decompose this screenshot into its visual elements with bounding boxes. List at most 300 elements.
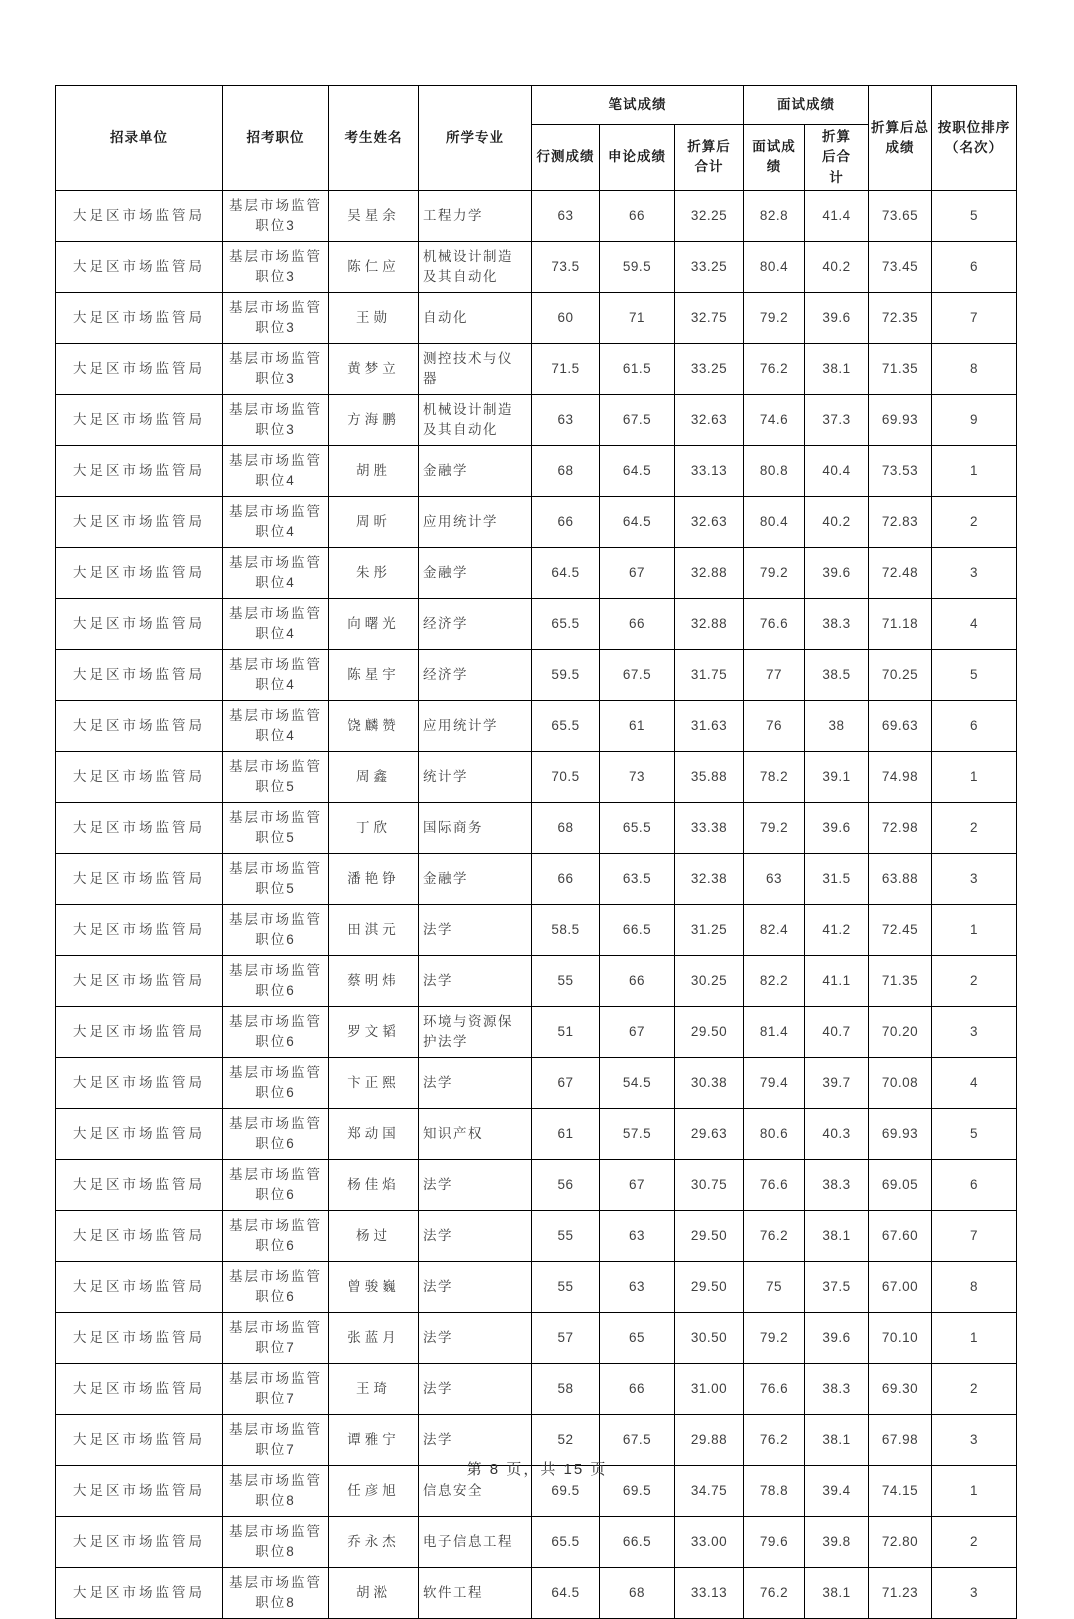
position-cell: 基层市场监管职位6 (223, 1108, 329, 1159)
written-converted-cell: 33.00 (675, 1516, 744, 1567)
interview-converted-cell: 38.3 (805, 1159, 869, 1210)
position-cell: 基层市场监管职位8 (223, 1465, 329, 1516)
written-converted-cell: 30.38 (675, 1057, 744, 1108)
xingce-score-cell: 64.5 (532, 1567, 600, 1618)
interview-score-cell: 76.2 (744, 1414, 805, 1465)
xingce-score-cell: 56 (532, 1159, 600, 1210)
shenlun-score-cell: 61 (600, 700, 675, 751)
major-cell: 环境与资源保护法学 (419, 1006, 532, 1057)
total-score-cell: 74.98 (869, 751, 932, 802)
total-score-cell: 67.60 (869, 1210, 932, 1261)
total-score-cell: 72.83 (869, 496, 932, 547)
position-cell: 基层市场监管职位6 (223, 955, 329, 1006)
rank-cell: 3 (932, 1414, 1017, 1465)
name-cell: 张蓝月 (329, 1312, 419, 1363)
shenlun-score-cell: 63 (600, 1261, 675, 1312)
shenlun-score-cell: 68 (600, 1567, 675, 1618)
name-cell: 蔡明炜 (329, 955, 419, 1006)
table-row (56, 598, 1017, 649)
total-score-cell: 63.88 (869, 853, 932, 904)
total-score-cell: 70.08 (869, 1057, 932, 1108)
name-cell: 胡胜 (329, 445, 419, 496)
written-converted-cell: 29.63 (675, 1108, 744, 1159)
xingce-score-cell: 66 (532, 853, 600, 904)
major-cell: 法学 (419, 904, 532, 955)
interview-score-cell: 80.6 (744, 1108, 805, 1159)
name-cell: 田淇元 (329, 904, 419, 955)
rank-cell: 1 (932, 445, 1017, 496)
interview-score-cell: 79.2 (744, 292, 805, 343)
table-row (56, 1567, 1017, 1618)
rank-cell: 6 (932, 241, 1017, 292)
interview-score-cell: 81.4 (744, 1006, 805, 1057)
interview-score-cell: 78.8 (744, 1465, 805, 1516)
xingce-score-cell: 60 (532, 292, 600, 343)
name-cell: 谭雅宁 (329, 1414, 419, 1465)
table-row (56, 1159, 1017, 1210)
interview-score-cell: 74.6 (744, 394, 805, 445)
written-converted-cell: 31.00 (675, 1363, 744, 1414)
table-row (56, 1210, 1017, 1261)
shenlun-score-cell: 67 (600, 1006, 675, 1057)
total-score-cell: 73.65 (869, 190, 932, 241)
rank-cell: 2 (932, 496, 1017, 547)
interview-score-cell: 76.6 (744, 1159, 805, 1210)
xingce-score-cell: 66 (532, 496, 600, 547)
table-header (56, 86, 1017, 191)
table-row (56, 343, 1017, 394)
xingce-score-cell: 73.5 (532, 241, 600, 292)
rank-cell: 5 (932, 1108, 1017, 1159)
written-converted-cell: 30.50 (675, 1312, 744, 1363)
table-row (56, 190, 1017, 241)
table-row (56, 1516, 1017, 1567)
unit-cell: 大足区市场监管局 (56, 547, 223, 598)
xingce-score-cell: 59.5 (532, 649, 600, 700)
interview-converted-cell: 31.5 (805, 853, 869, 904)
name-cell: 王勋 (329, 292, 419, 343)
major-cell: 法学 (419, 955, 532, 1006)
col-header-interview-converted: 折算后合计 (805, 125, 869, 191)
rank-cell: 5 (932, 190, 1017, 241)
major-cell: 工程力学 (419, 190, 532, 241)
shenlun-score-cell: 66.5 (600, 904, 675, 955)
interview-score-cell: 80.4 (744, 241, 805, 292)
position-cell: 基层市场监管职位4 (223, 496, 329, 547)
position-cell: 基层市场监管职位3 (223, 292, 329, 343)
interview-converted-cell: 39.7 (805, 1057, 869, 1108)
col-group-written-score: 笔试成绩 (532, 86, 744, 125)
position-cell: 基层市场监管职位4 (223, 445, 329, 496)
unit-cell: 大足区市场监管局 (56, 649, 223, 700)
xingce-score-cell: 69.5 (532, 1465, 600, 1516)
name-cell: 方海鹏 (329, 394, 419, 445)
name-cell: 王琦 (329, 1363, 419, 1414)
major-cell: 金融学 (419, 853, 532, 904)
position-cell: 基层市场监管职位6 (223, 1006, 329, 1057)
written-converted-cell: 29.88 (675, 1414, 744, 1465)
interview-score-cell: 82.2 (744, 955, 805, 1006)
total-score-cell: 72.35 (869, 292, 932, 343)
rank-cell: 2 (932, 1516, 1017, 1567)
rank-cell: 1 (932, 1465, 1017, 1516)
name-cell: 陈仁应 (329, 241, 419, 292)
shenlun-score-cell: 63.5 (600, 853, 675, 904)
total-score-cell: 72.48 (869, 547, 932, 598)
total-score-cell: 70.20 (869, 1006, 932, 1057)
xingce-score-cell: 64.5 (532, 547, 600, 598)
interview-score-cell: 76.6 (744, 1363, 805, 1414)
interview-score-cell: 82.4 (744, 904, 805, 955)
position-cell: 基层市场监管职位7 (223, 1414, 329, 1465)
position-cell: 基层市场监管职位7 (223, 1363, 329, 1414)
table-row (56, 394, 1017, 445)
shenlun-score-cell: 57.5 (600, 1108, 675, 1159)
rank-cell: 1 (932, 904, 1017, 955)
table-row (56, 1108, 1017, 1159)
xingce-score-cell: 51 (532, 1006, 600, 1057)
major-cell: 软件工程 (419, 1567, 532, 1618)
xingce-score-cell: 68 (532, 445, 600, 496)
unit-cell: 大足区市场监管局 (56, 955, 223, 1006)
total-score-cell: 74.15 (869, 1465, 932, 1516)
unit-cell: 大足区市场监管局 (56, 598, 223, 649)
position-cell: 基层市场监管职位4 (223, 700, 329, 751)
interview-converted-cell: 39.4 (805, 1465, 869, 1516)
position-cell: 基层市场监管职位6 (223, 1057, 329, 1108)
unit-cell: 大足区市场监管局 (56, 802, 223, 853)
position-cell: 基层市场监管职位4 (223, 649, 329, 700)
name-cell: 黄梦立 (329, 343, 419, 394)
total-score-cell: 73.53 (869, 445, 932, 496)
table-row (56, 751, 1017, 802)
name-cell: 曾骏巍 (329, 1261, 419, 1312)
unit-cell: 大足区市场监管局 (56, 1159, 223, 1210)
total-score-cell: 69.05 (869, 1159, 932, 1210)
total-score-cell: 72.45 (869, 904, 932, 955)
table-row (56, 904, 1017, 955)
xingce-score-cell: 65.5 (532, 1516, 600, 1567)
rank-cell: 7 (932, 1210, 1017, 1261)
rank-cell: 2 (932, 1363, 1017, 1414)
unit-cell: 大足区市场监管局 (56, 1057, 223, 1108)
shenlun-score-cell: 65 (600, 1312, 675, 1363)
position-cell: 基层市场监管职位8 (223, 1516, 329, 1567)
interview-score-cell: 63 (744, 853, 805, 904)
col-group-interview-score: 面试成绩 (744, 86, 869, 125)
shenlun-score-cell: 66 (600, 190, 675, 241)
interview-converted-cell: 41.2 (805, 904, 869, 955)
interview-score-cell: 77 (744, 649, 805, 700)
table-row (56, 241, 1017, 292)
name-cell: 吴星余 (329, 190, 419, 241)
written-converted-cell: 33.38 (675, 802, 744, 853)
total-score-cell: 69.93 (869, 394, 932, 445)
interview-score-cell: 76.2 (744, 1567, 805, 1618)
unit-cell: 大足区市场监管局 (56, 241, 223, 292)
name-cell: 向曙光 (329, 598, 419, 649)
table-row (56, 649, 1017, 700)
shenlun-score-cell: 67.5 (600, 649, 675, 700)
shenlun-score-cell: 71 (600, 292, 675, 343)
shenlun-score-cell: 59.5 (600, 241, 675, 292)
position-cell: 基层市场监管职位5 (223, 802, 329, 853)
col-header-written-converted: 折算后合计 (675, 125, 744, 191)
name-cell: 丁欣 (329, 802, 419, 853)
position-cell: 基层市场监管职位4 (223, 598, 329, 649)
rank-cell: 3 (932, 1567, 1017, 1618)
major-cell: 法学 (419, 1057, 532, 1108)
name-cell: 饶麟赞 (329, 700, 419, 751)
table-body (56, 190, 1017, 1618)
name-cell: 任彦旭 (329, 1465, 419, 1516)
interview-score-cell: 79.4 (744, 1057, 805, 1108)
rank-cell: 3 (932, 853, 1017, 904)
name-cell: 潘艳铮 (329, 853, 419, 904)
position-cell: 基层市场监管职位6 (223, 1210, 329, 1261)
xingce-score-cell: 63 (532, 190, 600, 241)
table-row (56, 1057, 1017, 1108)
unit-cell: 大足区市场监管局 (56, 853, 223, 904)
major-cell: 统计学 (419, 751, 532, 802)
interview-converted-cell: 37.3 (805, 394, 869, 445)
unit-cell: 大足区市场监管局 (56, 292, 223, 343)
total-score-cell: 69.63 (869, 700, 932, 751)
interview-converted-cell: 38.3 (805, 1363, 869, 1414)
interview-converted-cell: 39.6 (805, 292, 869, 343)
major-cell: 机械设计制造及其自动化 (419, 394, 532, 445)
interview-score-cell: 80.8 (744, 445, 805, 496)
name-cell: 胡淞 (329, 1567, 419, 1618)
written-converted-cell: 29.50 (675, 1210, 744, 1261)
major-cell: 金融学 (419, 445, 532, 496)
interview-converted-cell: 37.5 (805, 1261, 869, 1312)
interview-score-cell: 79.6 (744, 1516, 805, 1567)
major-cell: 机械设计制造及其自动化 (419, 241, 532, 292)
interview-converted-cell: 38.1 (805, 1210, 869, 1261)
written-converted-cell: 35.88 (675, 751, 744, 802)
table-row (56, 1006, 1017, 1057)
written-converted-cell: 29.50 (675, 1261, 744, 1312)
shenlun-score-cell: 69.5 (600, 1465, 675, 1516)
major-cell: 经济学 (419, 649, 532, 700)
position-cell: 基层市场监管职位5 (223, 751, 329, 802)
shenlun-score-cell: 67.5 (600, 1414, 675, 1465)
table-row (56, 700, 1017, 751)
unit-cell: 大足区市场监管局 (56, 394, 223, 445)
written-converted-cell: 31.63 (675, 700, 744, 751)
col-header-xingce-score: 行测成绩 (532, 125, 600, 191)
shenlun-score-cell: 64.5 (600, 445, 675, 496)
written-converted-cell: 32.38 (675, 853, 744, 904)
major-cell: 法学 (419, 1159, 532, 1210)
interview-converted-cell: 39.6 (805, 802, 869, 853)
rank-cell: 2 (932, 955, 1017, 1006)
shenlun-score-cell: 54.5 (600, 1057, 675, 1108)
unit-cell: 大足区市场监管局 (56, 904, 223, 955)
col-header-unit: 招录单位 (56, 86, 223, 191)
major-cell: 法学 (419, 1261, 532, 1312)
major-cell: 经济学 (419, 598, 532, 649)
major-cell: 法学 (419, 1210, 532, 1261)
position-cell: 基层市场监管职位3 (223, 394, 329, 445)
interview-converted-cell: 40.2 (805, 241, 869, 292)
written-converted-cell: 33.25 (675, 241, 744, 292)
name-cell: 杨佳焰 (329, 1159, 419, 1210)
interview-score-cell: 78.2 (744, 751, 805, 802)
xingce-score-cell: 55 (532, 955, 600, 1006)
interview-converted-cell: 38.1 (805, 343, 869, 394)
rank-cell: 3 (932, 1006, 1017, 1057)
unit-cell: 大足区市场监管局 (56, 1108, 223, 1159)
table-row (56, 955, 1017, 1006)
position-cell: 基层市场监管职位6 (223, 1159, 329, 1210)
written-converted-cell: 32.88 (675, 598, 744, 649)
interview-converted-cell: 39.6 (805, 547, 869, 598)
total-score-cell: 72.98 (869, 802, 932, 853)
total-score-cell: 67.98 (869, 1414, 932, 1465)
name-cell: 周昕 (329, 496, 419, 547)
rank-cell: 2 (932, 802, 1017, 853)
position-cell: 基层市场监管职位3 (223, 343, 329, 394)
major-cell: 法学 (419, 1312, 532, 1363)
rank-cell: 1 (932, 751, 1017, 802)
interview-score-cell: 79.2 (744, 1312, 805, 1363)
major-cell: 知识产权 (419, 1108, 532, 1159)
total-score-cell: 71.35 (869, 343, 932, 394)
written-converted-cell: 33.25 (675, 343, 744, 394)
major-cell: 应用统计学 (419, 496, 532, 547)
interview-converted-cell: 39.6 (805, 1312, 869, 1363)
rank-cell: 9 (932, 394, 1017, 445)
total-score-cell: 71.18 (869, 598, 932, 649)
written-converted-cell: 30.25 (675, 955, 744, 1006)
shenlun-score-cell: 63 (600, 1210, 675, 1261)
position-cell: 基层市场监管职位4 (223, 547, 329, 598)
major-cell: 应用统计学 (419, 700, 532, 751)
unit-cell: 大足区市场监管局 (56, 1210, 223, 1261)
interview-score-cell: 82.8 (744, 190, 805, 241)
written-converted-cell: 34.75 (675, 1465, 744, 1516)
interview-converted-cell: 40.2 (805, 496, 869, 547)
table-row (56, 802, 1017, 853)
unit-cell: 大足区市场监管局 (56, 445, 223, 496)
rank-cell: 1 (932, 1312, 1017, 1363)
table-row (56, 445, 1017, 496)
interview-converted-cell: 38.3 (805, 598, 869, 649)
xingce-score-cell: 68 (532, 802, 600, 853)
rank-cell: 6 (932, 1159, 1017, 1210)
table-row (56, 1363, 1017, 1414)
unit-cell: 大足区市场监管局 (56, 190, 223, 241)
interview-converted-cell: 38 (805, 700, 869, 751)
interview-converted-cell: 39.1 (805, 751, 869, 802)
col-header-shenlun-score: 申论成绩 (600, 125, 675, 191)
name-cell: 周鑫 (329, 751, 419, 802)
name-cell: 罗文韬 (329, 1006, 419, 1057)
xingce-score-cell: 58.5 (532, 904, 600, 955)
name-cell: 郑动国 (329, 1108, 419, 1159)
rank-cell: 5 (932, 649, 1017, 700)
major-cell: 法学 (419, 1414, 532, 1465)
position-cell: 基层市场监管职位8 (223, 1567, 329, 1618)
interview-score-cell: 79.2 (744, 802, 805, 853)
header-row-groups (56, 86, 1017, 125)
major-cell: 国际商务 (419, 802, 532, 853)
rank-cell: 6 (932, 700, 1017, 751)
position-cell: 基层市场监管职位3 (223, 241, 329, 292)
position-cell: 基层市场监管职位3 (223, 190, 329, 241)
rank-cell: 8 (932, 1261, 1017, 1312)
interview-converted-cell: 40.3 (805, 1108, 869, 1159)
rank-cell: 4 (932, 1057, 1017, 1108)
col-header-total-score: 折算后总成绩 (869, 86, 932, 191)
col-header-position: 招考职位 (223, 86, 329, 191)
table-row (56, 1261, 1017, 1312)
name-cell: 陈星宇 (329, 649, 419, 700)
rank-cell: 7 (932, 292, 1017, 343)
table-row (56, 853, 1017, 904)
shenlun-score-cell: 64.5 (600, 496, 675, 547)
major-cell: 电子信息工程 (419, 1516, 532, 1567)
unit-cell: 大足区市场监管局 (56, 496, 223, 547)
interview-converted-cell: 38.5 (805, 649, 869, 700)
major-cell: 金融学 (419, 547, 532, 598)
xingce-score-cell: 55 (532, 1210, 600, 1261)
interview-converted-cell: 38.1 (805, 1414, 869, 1465)
table-row (56, 496, 1017, 547)
shenlun-score-cell: 66 (600, 598, 675, 649)
written-converted-cell: 30.75 (675, 1159, 744, 1210)
interview-converted-cell: 38.1 (805, 1567, 869, 1618)
interview-score-cell: 80.4 (744, 496, 805, 547)
interview-score-cell: 79.2 (744, 547, 805, 598)
written-converted-cell: 32.25 (675, 190, 744, 241)
unit-cell: 大足区市场监管局 (56, 751, 223, 802)
unit-cell: 大足区市场监管局 (56, 343, 223, 394)
xingce-score-cell: 67 (532, 1057, 600, 1108)
name-cell: 杨过 (329, 1210, 419, 1261)
shenlun-score-cell: 66.5 (600, 1516, 675, 1567)
interview-score-cell: 76.2 (744, 1210, 805, 1261)
col-header-interview-score: 面试成绩 (744, 125, 805, 191)
total-score-cell: 72.80 (869, 1516, 932, 1567)
interview-converted-cell: 39.8 (805, 1516, 869, 1567)
interview-score-cell: 76.6 (744, 598, 805, 649)
unit-cell: 大足区市场监管局 (56, 1465, 223, 1516)
page-footer: 第 8 页，共 15 页 (466, 1461, 608, 1478)
xingce-score-cell: 52 (532, 1414, 600, 1465)
interview-converted-cell: 41.4 (805, 190, 869, 241)
major-cell: 信息安全 (419, 1465, 532, 1516)
results-table (55, 85, 1017, 1619)
rank-cell: 4 (932, 598, 1017, 649)
table-row (56, 292, 1017, 343)
xingce-score-cell: 70.5 (532, 751, 600, 802)
written-converted-cell: 31.75 (675, 649, 744, 700)
written-converted-cell: 32.88 (675, 547, 744, 598)
xingce-score-cell: 55 (532, 1261, 600, 1312)
position-cell: 基层市场监管职位6 (223, 1261, 329, 1312)
unit-cell: 大足区市场监管局 (56, 1312, 223, 1363)
written-converted-cell: 32.63 (675, 496, 744, 547)
written-converted-cell: 32.75 (675, 292, 744, 343)
rank-cell: 3 (932, 547, 1017, 598)
shenlun-score-cell: 73 (600, 751, 675, 802)
xingce-score-cell: 65.5 (532, 598, 600, 649)
unit-cell: 大足区市场监管局 (56, 1363, 223, 1414)
table-row (56, 1312, 1017, 1363)
